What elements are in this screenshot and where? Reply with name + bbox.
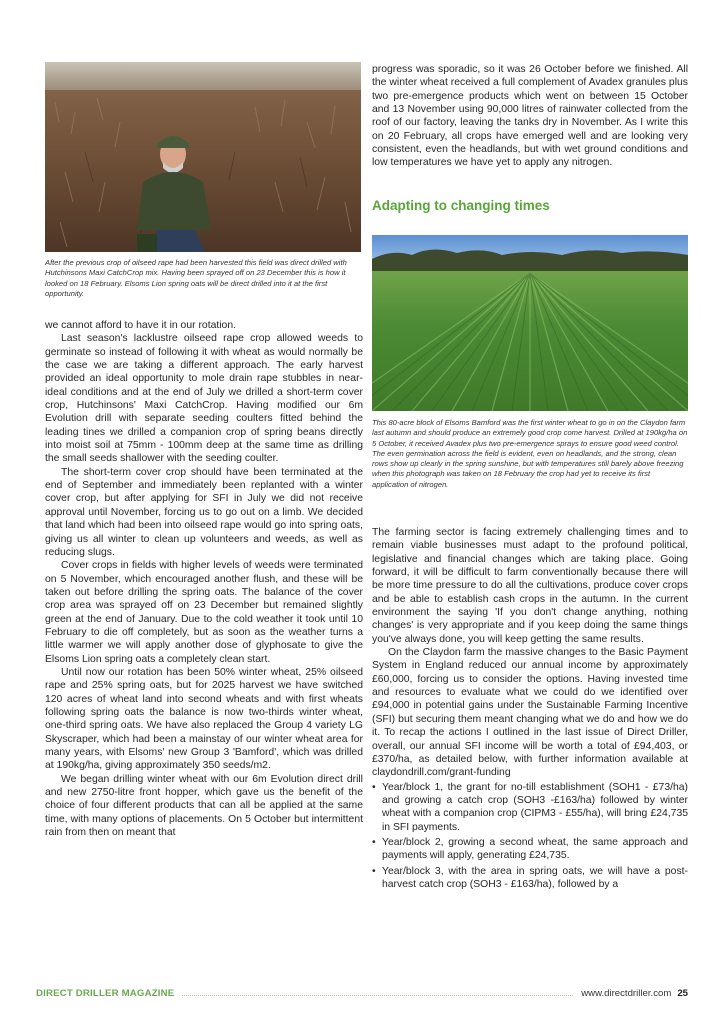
- paragraph: progress was sporadic, so it was 26 October before we finished. All the winter wheat received a full complement of Avadex granules plus two pre-emergence products which went on between 15 October and 13 November using 90,000 litres of rainwater collected from the roof of our factory, leaving the tanks dry in November. As I write this on 20 February, all crops have emerged well and are looking very consistent, even the headlands, but with wet ground conditions and low temperatures we have yet to apply any nitrogen.: [372, 64, 688, 169]
- list-item: • Year/block 2, growing a second wheat, the same approach and payments will apply, generating £24,735.: [372, 836, 688, 863]
- right-column-main-text: [372, 526, 688, 893]
- paragraph: The farming sector is facing extremely challenging times and to remain viable businesses must adapt to the profound political, legislative and financial changes which are taking place. Going forward, it will be difficult to farm conventionally because there will be more time pressure to do all the cultivations, produce cover crops and be able to establish cash crops in the autumn. In the current environment the saying 'If you don't change anything, nothing changes' is very appropriate and if you keep doing the same things you've always done, you will keep getting the same results.: [372, 527, 688, 645]
- page-number: 25: [677, 987, 688, 999]
- left-column-text: [45, 319, 363, 839]
- right-column-top-text: [372, 63, 688, 170]
- page-footer: [36, 986, 688, 1000]
- farmer-field-illustration: [45, 62, 361, 252]
- wheat-field-illustration: [372, 235, 688, 411]
- photo-caption-right: This 80-acre block of Elsoms Bamford was the first winter wheat to go in on the Claydon farm last autumn and should produce an extremely good crop come harvest. Drilled at 190kg/ha on 5 October, it received Avadex plus two pre-emergence sprays to ensure good weed control. The even germination across the field is evident, even on headlands, and the strong, clean rows show up clearly in the spring sunshine, but with temperatures still barely above freezing when this photograph was taken on 18 February the crop had yet to receive its first application of nitrogen.: [372, 418, 688, 489]
- farmer-field-photo: [45, 62, 361, 252]
- magazine-name: DIRECT DRILLER MAGAZINE: [36, 987, 175, 999]
- paragraph: Cover crops in fields with higher levels of weeds were terminated on 5 November, which encouraged another flush, and these will be taken out before drilling the spring oats. The balance of the cover crop area was sprayed off on 23 December but remained slightly green at the end of January. Due to the cold weather it took until 10 February to die off completely, but as soon as the weather turns a little warmer we will apply another dose of glyphosate to give the Elsoms Lion spring oats a completely clean start.: [45, 560, 363, 665]
- paragraph: We began drilling winter wheat with our 6m Evolution direct drill and new 2750-litre front hopper, which gave us the benefit of the choice of four different products that can all be applied at the same time, with many options of placements. On 5 October but intermittent rain from then on meant that: [45, 773, 363, 839]
- photo-caption-left: After the previous crop of oilseed rape had been harvested this field was direct drilled with Hutchinsons Maxi CatchCrop mix. Having been sprayed off on 23 December this is how it looked on 18 February. Elsoms Lion spring oats will be direct drilled into it at the first opportunity.: [45, 258, 347, 298]
- list-item: • Year/block 1, the grant for no-till establishment (SOH1 - £73/ha) and growing a catch crop (SOH3 -£163/ha) followed by winter wheat with a companion crop (CIPM3 - £55/ha), will bring £24,735 in SFI payments.: [372, 781, 688, 834]
- paragraph: we cannot afford to have it in our rotation.: [45, 320, 236, 331]
- list-item: • Year/block 3, with the area in spring oats, we will have a post-harvest catch crop (SOH3 - £163/ha), followed by a: [372, 865, 688, 892]
- footer-divider: [182, 995, 573, 996]
- wheat-field-photo: [372, 235, 688, 411]
- paragraph: Last season's lacklustre oilseed rape crop allowed weeds to germinate so instead of following it with wheat as would normally be the case we are taking a different approach. The early harvest provided an ideal opportunity to mole drain rape stubbles in near-ideal conditions and at the end of July we drilled a short-term cover crop, Hutchinsons' Maxi CatchCrop. Having modified our 6m Evolution drill with separate seeding coulters fitted behind the leading tines we drilled a companion crop of spring beans directly into moist soil at 75mm - 100mm deep at the same time as drilling the small seeds shallower with the seeding coulter.: [45, 333, 363, 465]
- section-heading: Adapting to changing times: [372, 198, 550, 213]
- paragraph: Until now our rotation has been 50% winter wheat, 25% oilseed rape and 25% spring oats, but for 2025 harvest we have switched 120 acres of wheat land into second wheats and with first wheats following spring oats the balance is now two-thirds winter wheat, one-third spring oats. We have also replaced the Group 4 variety LG Skyscraper, which had been a mainstay of our winter wheat area for many years, with Elsoms' new Group 3 'Bamford', which was drilled at 190kg/ha, giving approximately 350 seeds/m2.: [45, 666, 363, 772]
- sfi-bullet-list: [372, 781, 688, 892]
- paragraph: On the Claydon farm the massive changes to the Basic Payment System in England reduced our annual income by approximately £60,000, forcing us to consider the options. Having invested time and resources to evaluate what we could do we identified over £94,000 in potential gains under the Sustainable Farming Incentive (SFI) but securing them meant changing what we do and how we do it. To recap the actions I outlined in the last issue of Direct Driller, overall, our annual SFI income will be worth a total of £94,403, or £370/ha, as detailed below, with further information available at claydondrill.com/grant-funding: [372, 647, 688, 779]
- paragraph: The short-term cover crop should have been terminated at the end of September and immediately been replanted with a winter cover crop, but after applying for SFI in July we did not receive approval until November, forcing us to go out on a limb. We decided that land which had been into oilseed rape would go into spring oats, giving us all winter to clean up volunteers and weeds, as well as reducing slugs.: [45, 466, 363, 558]
- website-link[interactable]: www.directdriller.com: [581, 987, 672, 999]
